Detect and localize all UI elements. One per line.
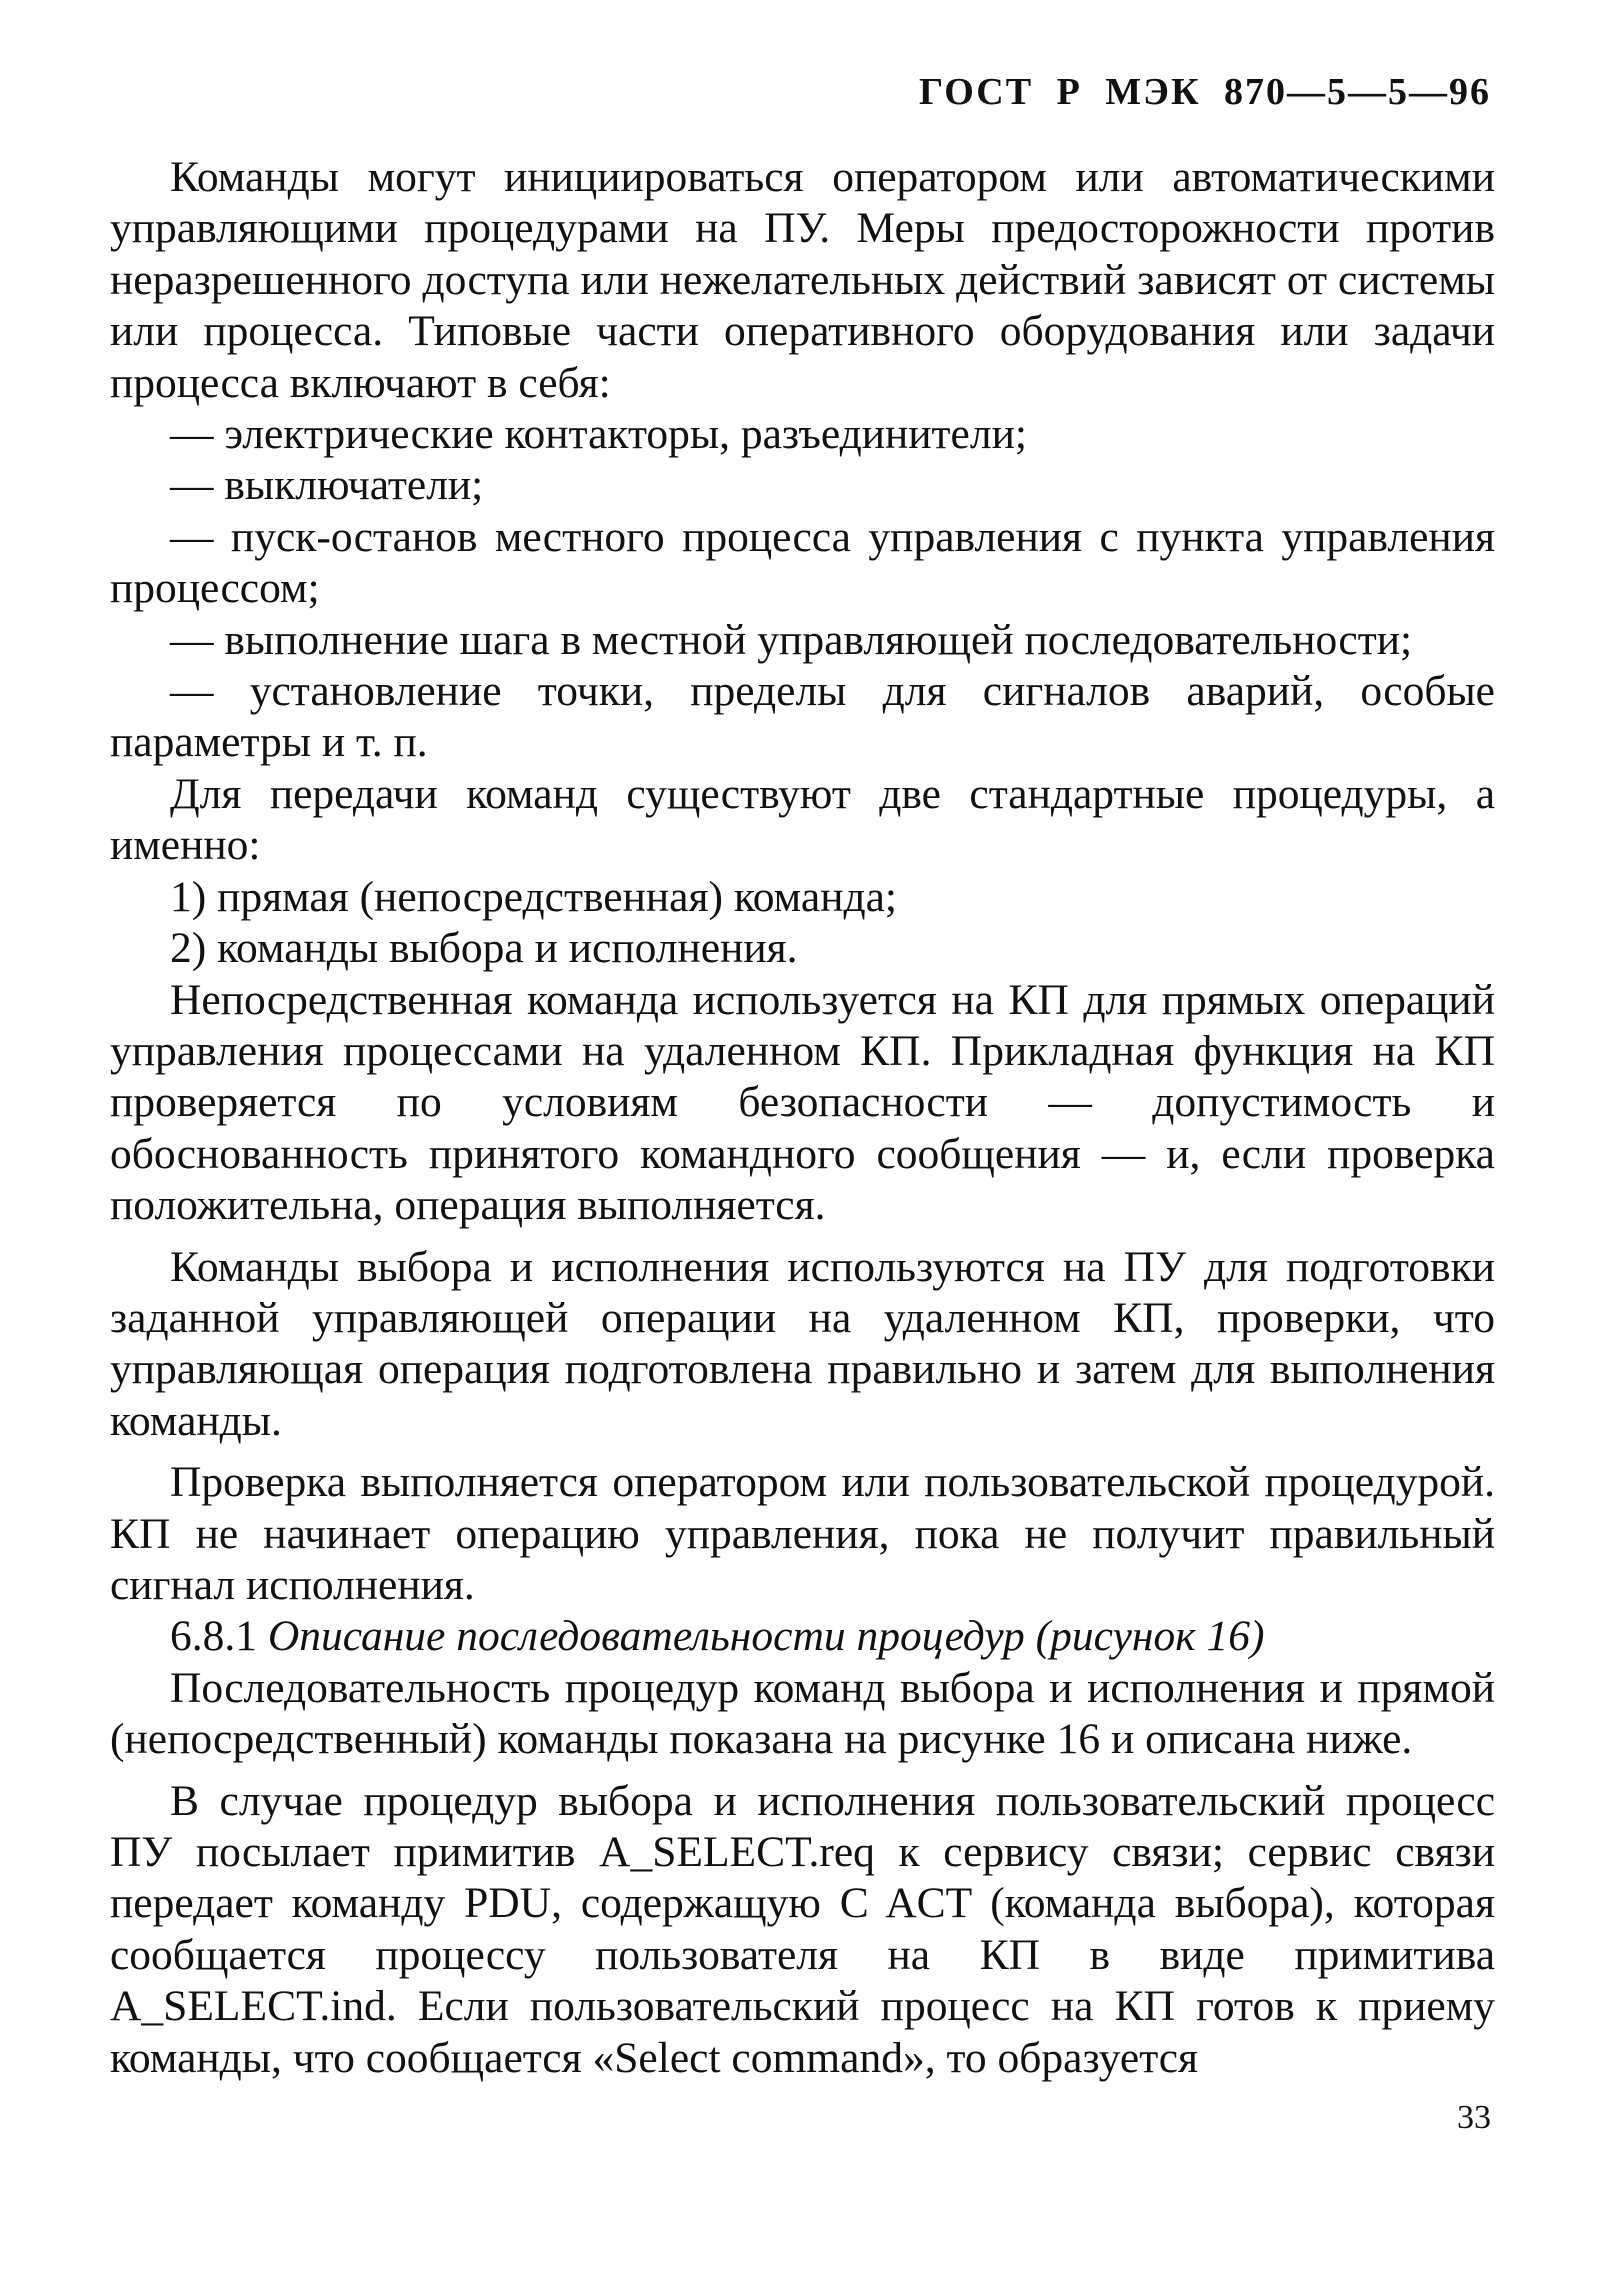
- document-header: ГОСТ Р МЭК 870—5—5—96: [919, 71, 1491, 113]
- list-item: — пуск-останов местного процесса управления с пункта управления процессом;: [110, 512, 1495, 613]
- paragraph-verification: Проверка выполняется оператором или пользовательской процедурой. КП не начинает операцию управления, пока не получит правильный сигнал исполнения.: [110, 1458, 1495, 1609]
- list-item: — установление точки, пределы для сигналов аварий, особые параметры и т. п.: [110, 667, 1495, 767]
- section-heading: [110, 1611, 1495, 1662]
- list-item: — электрические контакторы, разъединители;: [170, 410, 1027, 459]
- paragraph-direct-command: Непосредственная команда используется на КП для прямых операций управления процессами на удаленном КП. Прикладная функция на КП проверяется по условиям безопасности — допустимость и обоснованность принятого командного сообщения — и, если проверка положительна, операция выполняется.: [110, 975, 1495, 1230]
- list-item: — выключатели;: [170, 461, 484, 510]
- paragraph-select-procedure: В случае процедур выбора и исполнения пользовательский процесс ПУ посылает примитив A_SELECT.req к сервису связи; сервис связи передает команду PDU, содержащую C ACT (команда выбора), которая сообщается процессу пользователя на КП в виде примитива A_SELECT.ind. Если пользовательский процесс на КП готов к приему команды, что сообщается «Select command», то образуется: [110, 1776, 1495, 2082]
- page-number: 33: [1457, 2099, 1491, 2136]
- paragraph-commands-intro: Команды могут инициироваться оператором или автоматическими управляющими процедурами на ПУ. Меры предосторожности против неразрешенного доступа или нежелательных действий зависят от системы или процесса. Типовые части оперативного оборудования или задачи процесса включают в себя:: [110, 153, 1495, 407]
- paragraph-sequence-overview: Последовательность процедур команд выбора и исполнения и прямой (непосредственный) команды показана на рисунке 16 и описана ниже.: [110, 1663, 1495, 1764]
- document-body: [110, 152, 1495, 2084]
- numbered-item: 2) команды выбора и исполнения.: [170, 924, 798, 973]
- section-number: 6.8.1: [170, 1612, 257, 1661]
- section-title: Описание последовательности процедур (рисунок 16): [267, 1612, 1265, 1661]
- paragraph-standard-procedures: Для передачи команд существуют две стандартные процедуры, а именно:: [110, 769, 1495, 870]
- paragraph-select-execute: Команды выбора и исполнения используются на ПУ для подготовки заданной управляющей операции на удаленном КП, проверки, что управляющая операция подготовлена правильно и затем для выполнения команды.: [110, 1242, 1495, 1445]
- numbered-item: 1) прямая (непосредственная) команда;: [170, 872, 898, 921]
- list-item: — выполнение шага в местной управляющей последовательности;: [170, 615, 1413, 664]
